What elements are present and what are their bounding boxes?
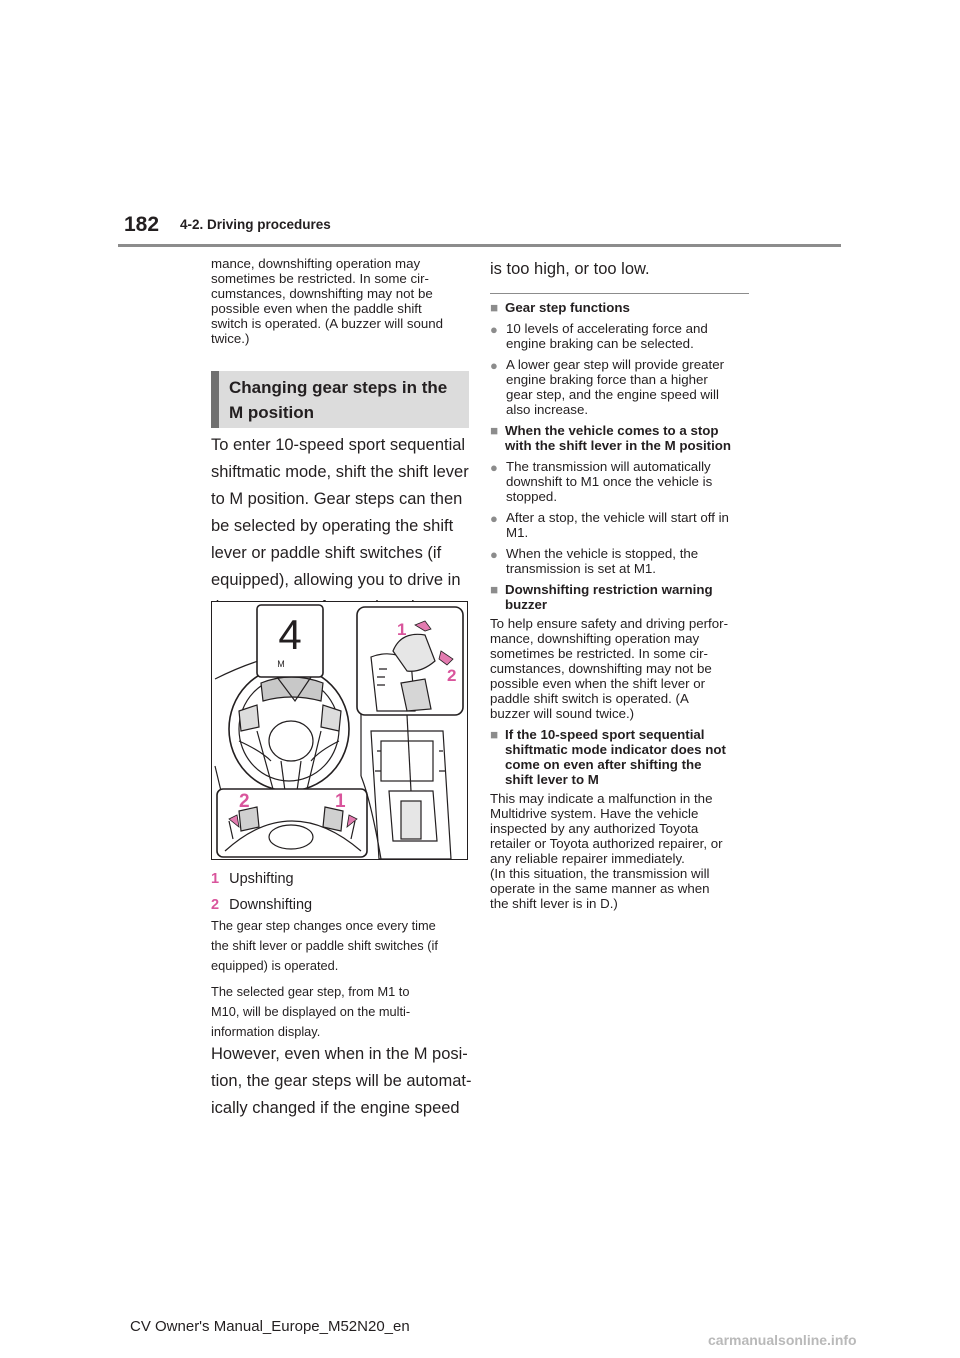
- text-line: tion, the gear steps will be automat-: [211, 1072, 472, 1090]
- section-heading: [211, 371, 469, 428]
- text-line: shiftmatic mode, shift the shift lever: [211, 463, 469, 481]
- circle-bullet-icon: ●: [490, 511, 498, 526]
- downshift-restriction-heading: ■ Downshifting restriction warning buzzer: [490, 582, 713, 612]
- section-title: 4-2. Driving procedures: [180, 217, 331, 232]
- right-column: [490, 300, 755, 911]
- figure-label-1: 1: [397, 620, 407, 639]
- text-line: possible even when the paddle shift: [211, 301, 422, 316]
- circle-bullet-icon: ●: [490, 322, 498, 337]
- bullet-item: ● After a stop, the vehicle will start off in M1.: [490, 510, 729, 540]
- circle-bullet-icon: ●: [490, 460, 498, 475]
- notes: [211, 916, 473, 1042]
- continuation-text: is too high, or too low.: [490, 260, 650, 278]
- legend-number: 1: [211, 871, 220, 887]
- header-rule: [118, 244, 841, 247]
- legend-item: [211, 866, 312, 892]
- square-bullet-icon: ■: [490, 300, 499, 315]
- note-line: M10, will be displayed on the multi-: [211, 1004, 411, 1019]
- gear-number-display: 4: [278, 611, 302, 658]
- heading-line: Changing gear steps in the: [229, 378, 448, 397]
- legend-text: Upshifting: [229, 871, 294, 887]
- figure-label-2: 2: [447, 666, 457, 685]
- text-line: However, even when in the M posi-: [211, 1045, 468, 1063]
- text-line: to M position. Gear steps can then: [211, 490, 463, 508]
- shift-illustration: [211, 601, 468, 860]
- indicator-text: This may indicate a malfunction in the Multidrive system. Have the vehicle inspected by any authorized Toyota retailer or Toyota authorized repairer, or any reliable repairer immediately. (In this situation, the transmission will operate in the same manner as when the shift lever is in D.): [490, 791, 723, 911]
- circle-bullet-icon: ●: [490, 547, 498, 562]
- note-line: The selected gear step, from M1 to: [211, 984, 410, 999]
- bullet-item: ● 10 levels of accelerating force and engine braking can be selected.: [490, 321, 708, 351]
- watermark: carmanualsonline.info: [708, 1332, 857, 1348]
- intro-paragraph: [211, 256, 471, 346]
- square-bullet-icon: ■: [490, 582, 499, 597]
- note-line: the shift lever or paddle shift switches (if: [211, 938, 438, 953]
- page-number: 182: [124, 213, 160, 236]
- indicator-heading: ■ If the 10-speed sport sequential shiftmatic mode indicator does not come on even after shifting the shift lever to M: [490, 727, 726, 787]
- footer-text: CV Owner's Manual_Europe_M52N20_en: [130, 1318, 410, 1335]
- heading-line: M position: [229, 403, 314, 422]
- body-paragraph: [211, 432, 473, 621]
- text-line: lever or paddle shift switches (if: [211, 544, 442, 562]
- bullet-item: ● The transmission will automatically downshift to M1 once the vehicle is stopped.: [490, 459, 713, 504]
- figure-label-paddle-2: 2: [239, 791, 250, 812]
- vehicle-stop-heading: ■ When the vehicle comes to a stop with the shift lever in the M position: [490, 423, 732, 453]
- tail-paragraph: [211, 1041, 473, 1122]
- legend-number: 2: [211, 897, 220, 913]
- note-line: equipped) is operated.: [211, 958, 339, 973]
- circle-bullet-icon: ●: [490, 358, 498, 373]
- figure-label-paddle-1: 1: [335, 791, 346, 812]
- text-line: sometimes be restricted. In some cir-: [211, 271, 429, 286]
- gear-functions-heading: ■ Gear step functions: [490, 300, 630, 315]
- bullet-item: ● A lower gear step will provide greater engine braking force than a higher gear step, and the engine speed will also increase.: [490, 357, 725, 417]
- mode-letter-display: M: [277, 659, 285, 669]
- square-bullet-icon: ■: [490, 727, 499, 742]
- text-line: cumstances, downshifting may not be: [211, 286, 433, 301]
- figure-legend: [211, 866, 312, 918]
- square-bullet-icon: ■: [490, 423, 499, 438]
- note-line: The gear step changes once every time: [211, 918, 436, 933]
- text-line: ically changed if the engine speed: [211, 1099, 460, 1117]
- illustration-drawing: [211, 601, 468, 860]
- text-line: To enter 10-speed sport sequential: [211, 436, 466, 454]
- legend-item: [211, 892, 312, 918]
- downshift-restriction-text: To help ensure safety and driving perfor- mance, downshifting operation may sometimes be restricted. In some cir- cumstances, downshifting may not be possible even when the shift lever or paddle shift switch is operated. (A buzzer will sound twice.): [490, 616, 728, 721]
- bullet-item: ● When the vehicle is stopped, the transmission is set at M1.: [490, 546, 699, 576]
- text-line: equipped), allowing you to drive in: [211, 571, 461, 589]
- text-line: switch is operated. (A buzzer will sound: [211, 316, 444, 331]
- note-line: information display.: [211, 1024, 321, 1039]
- legend-text: Downshifting: [229, 897, 313, 913]
- text-line: be selected by operating the shift: [211, 517, 454, 535]
- divider: [490, 293, 749, 294]
- text-line: twice.): [211, 331, 250, 346]
- text-line: mance, downshifting operation may: [211, 256, 421, 271]
